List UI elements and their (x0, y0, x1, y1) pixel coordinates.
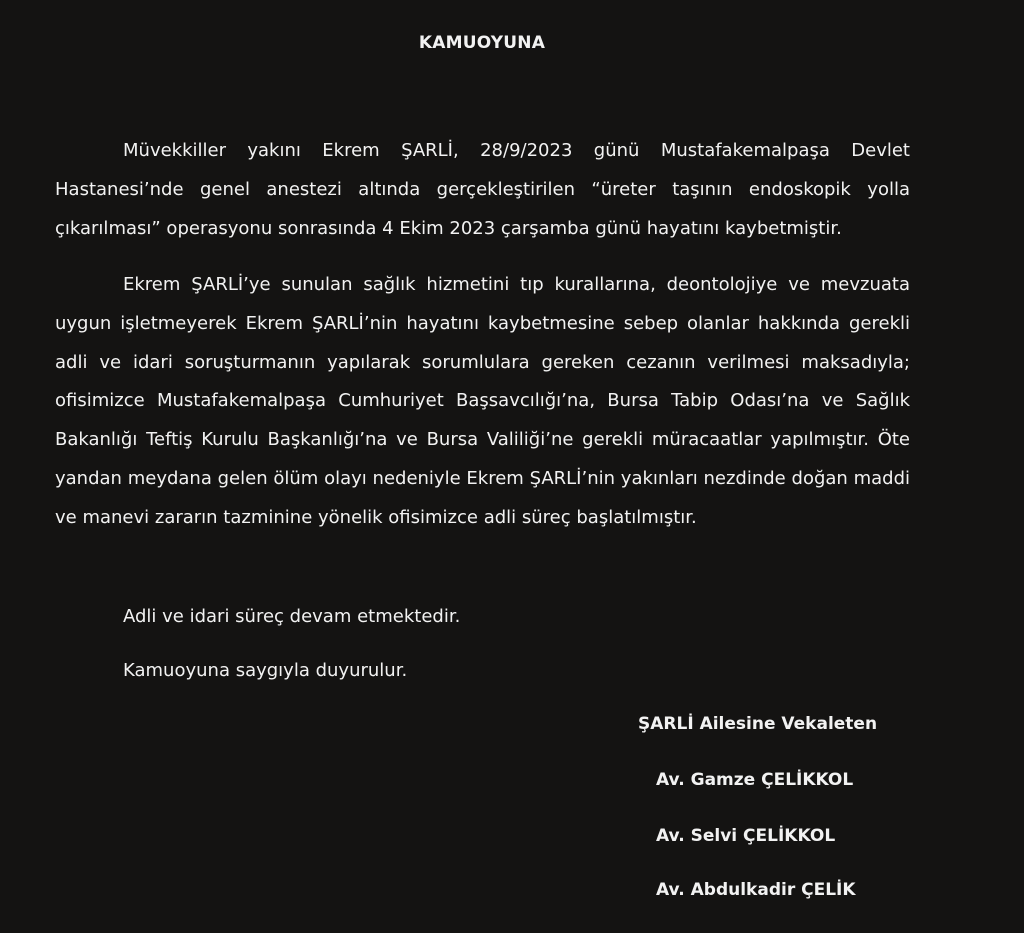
document-title: KAMUOYUNA (418, 33, 546, 53)
signer-name: Av. Selvi ÇELİKKOL (656, 826, 836, 846)
paragraph-announcement: Kamuoyuna saygıyla duyurulur. (123, 660, 408, 681)
paragraph-legal-actions: Ekrem ŞARLİ’ye sunulan sağlık hizmetini tıp kurallarına, deontolojiye ve mevzuata uygun işletmeyerek Ekrem ŞARLİ’nin hayatını kaybetmesine sebep olanlar hakkında gerekli adli ve idari soruşturmanın yapılarak sorumlulara gereken cezanın verilmesi maksadıyla; ofisimizce Mustafakemalpaşa Cumhuriyet Başsavcılığı’na, Bursa Tabip Odası’na ve Sağlık Bakanlığı Teftiş Kurulu Başkanlığı’na ve Bursa Valiliği’ne gerekli müracaatlar yapılmıştır. Öte yandan meydana gelen ölüm olayı nedeniyle Ekrem ŞARLİ’nin yakınları nezdinde doğan maddi ve manevi zararın tazminine yönelik ofisimizce adli süreç başlatılmıştır. (55, 274, 910, 528)
signer-name: Av. Gamze ÇELİKKOL (656, 770, 854, 790)
paragraph-process-status: Adli ve idari süreç devam etmektedir. (123, 606, 461, 627)
signature-heading: ŞARLİ Ailesine Vekaleten (638, 714, 878, 734)
signer-name: Av. Abdulkadir ÇELİK (656, 880, 856, 900)
paragraph-incident: Müvekkiller yakını Ekrem ŞARLİ, 28/9/2023 günü Mustafakemalpaşa Devlet Hastanesi’nde genel anestezi altında gerçekleştirilen “üreter taşının endoskopik yolla çıkarılması” operasyonu sonrasında 4 Ekim 2023 çarşamba günü hayatını kaybetmiştir. (55, 140, 910, 239)
